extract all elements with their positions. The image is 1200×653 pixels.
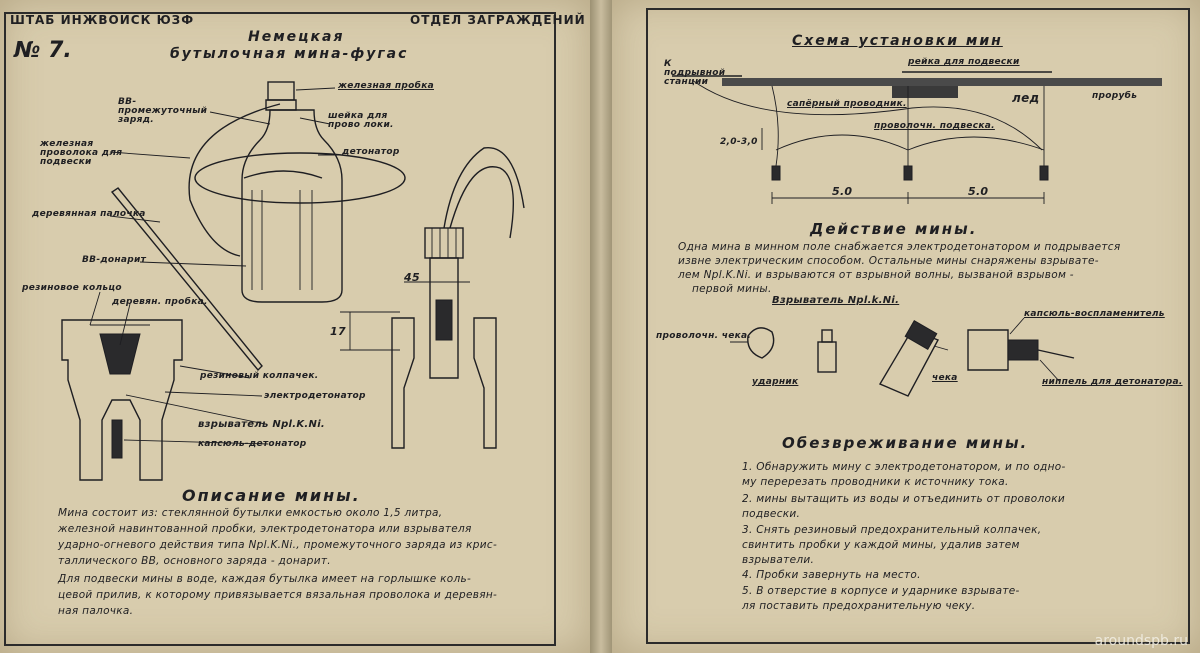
label-depth: 2,0-3,0 (720, 137, 758, 147)
department-heading: ОТДЕЛ ЗАГРАЖДЕНИЙ (410, 13, 586, 27)
disarm-line-1: 1. Обнаружить мину с электродетонатором, и по одно- (742, 461, 1066, 473)
action-title: Действие мины. (810, 220, 978, 238)
title-line-1: Немецкая (248, 29, 345, 45)
wire-pin-icon (748, 328, 774, 358)
action-line-2: извне электрическим способом. Остальные мины снаряжены взрывате- (678, 255, 1099, 267)
label-distance-2: 5.0 (968, 185, 989, 198)
dimension-17: 17 (330, 325, 346, 338)
label-striker: ударник (752, 377, 799, 387)
dimension-45: 45 (404, 271, 420, 284)
title-line-2: бутылочная мина-фугас (170, 46, 409, 62)
action-line-1: Одна мина в минном поле снабжается электродетонатором и подрывается (678, 241, 1121, 253)
label-pin: чека (932, 373, 958, 383)
action-line-3: лем Npl.K.Ni. и взрываются от взрывной волны, вызваной взрывом - (678, 269, 1074, 281)
disarm-line-5: 3. Снять резиновый предохранительный колпачек, (742, 524, 1042, 536)
mine-icon (772, 86, 780, 180)
sheet-number: № 7. (14, 38, 72, 63)
label-wire-pin: проволочн. чека. (656, 331, 752, 341)
disarm-line-2: му перерезать проводники к источнику тока. (742, 476, 1009, 488)
label-wood-plug: деревян. пробка. (112, 297, 208, 307)
fuse-body-icon (880, 321, 948, 396)
label-ice: лед (1012, 91, 1040, 105)
label-distance-1: 5.0 (832, 185, 853, 198)
label-capsule-detonator: капсюль-детонатор (198, 439, 307, 449)
description-line-4: таллического ВВ, основного заряда - донарит. (58, 555, 331, 567)
neck-cutaway-icon (62, 320, 182, 480)
label-suspension-wire: проволочн. подвеска. (874, 121, 995, 131)
description-line-7: ная палочка. (58, 605, 134, 617)
disarm-line-9: 5. В отверстие в корпусе и ударнике взрывате- (742, 585, 1020, 597)
disarm-line-7: взрыватели. (742, 554, 815, 566)
capsule-igniter-icon (968, 330, 1074, 370)
description-line-6: цевой прилив, к которому привязывается вязальная проволока и деревян- (58, 589, 498, 601)
label-detonator: детонатор (342, 147, 400, 157)
label-capsule-igniter: капсюль-воспламенитель (1024, 309, 1165, 319)
fuse-cutaway-icon (340, 148, 524, 448)
label-to-blasting-station: К подрывной станции (664, 59, 726, 87)
staff-heading: ШТАБ ИНЖВОЙСК ЮЗФ (10, 13, 195, 27)
label-electro-detonator: электродетонатор (264, 391, 366, 401)
label-cable: сапёрный проводник. (787, 99, 907, 109)
label-iron-cap: железная пробка (338, 81, 434, 91)
striker-icon (818, 330, 836, 372)
description-line-1: Мина состоит из: стеклянной бутылки емкостью около 1,5 литра, (58, 507, 443, 519)
label-bb-charge: ВВ-промежуточный заряд. (118, 97, 208, 125)
label-rubber-cap: резиновый колпачек. (200, 371, 319, 381)
description-line-3: ударно-огневого действия типа Npl.K.Ni., промежуточного заряда из крис- (58, 539, 498, 551)
label-rail: рейка для подвески (908, 57, 1020, 67)
disarm-line-8: 4. Пробки завернуть на место. (742, 569, 921, 581)
disarm-line-6: свинтить пробки у каждой мины, удалив затем (742, 539, 1020, 551)
label-hole: прорубь (1092, 91, 1138, 101)
description-line-5: Для подвески мины в воде, каждая бутылка имеет на горлышке коль- (58, 573, 472, 585)
bottle-mine-drawing (0, 0, 590, 480)
action-line-4: первой мины. (692, 283, 772, 295)
disarm-line-4: подвески. (742, 508, 801, 520)
left-sheet (0, 0, 590, 653)
disarm-line-3: 2. мины вытащить из воды и отъединить от проволоки (742, 493, 1065, 505)
label-wire-neck: шейка для прово локи. (328, 111, 394, 130)
right-sheet (612, 0, 1200, 653)
label-wooden-stick: деревянная палочка (32, 209, 146, 219)
scheme-title: Схема установки мин (792, 33, 1003, 49)
label-bb-donarit: ВВ-донарит (82, 255, 147, 265)
mine-icon (1040, 86, 1048, 180)
disarm-line-10: ля поставить предохранительную чеку. (742, 600, 976, 612)
label-nipple: ниппель для детонатора. (1042, 377, 1183, 387)
label-iron-wire: железная проволока для подвески (40, 139, 123, 167)
fuse-name: Взрыватель Npl.k.Ni. (772, 295, 900, 306)
label-rubber-ring: резиновое кольцо (22, 283, 122, 293)
disarm-title: Обезвреживание мины. (782, 434, 1029, 452)
description-line-2: железной навинтованной пробки, электродетонатора или взрывателя (58, 523, 472, 535)
site-watermark: aroundspb.ru (1094, 633, 1188, 649)
label-fuse: взрыватель Npl.K.Ni. (198, 419, 326, 430)
mine-layout-scheme (612, 0, 1200, 220)
paper-fold (590, 0, 612, 653)
description-title: Описание мины. (182, 486, 361, 505)
